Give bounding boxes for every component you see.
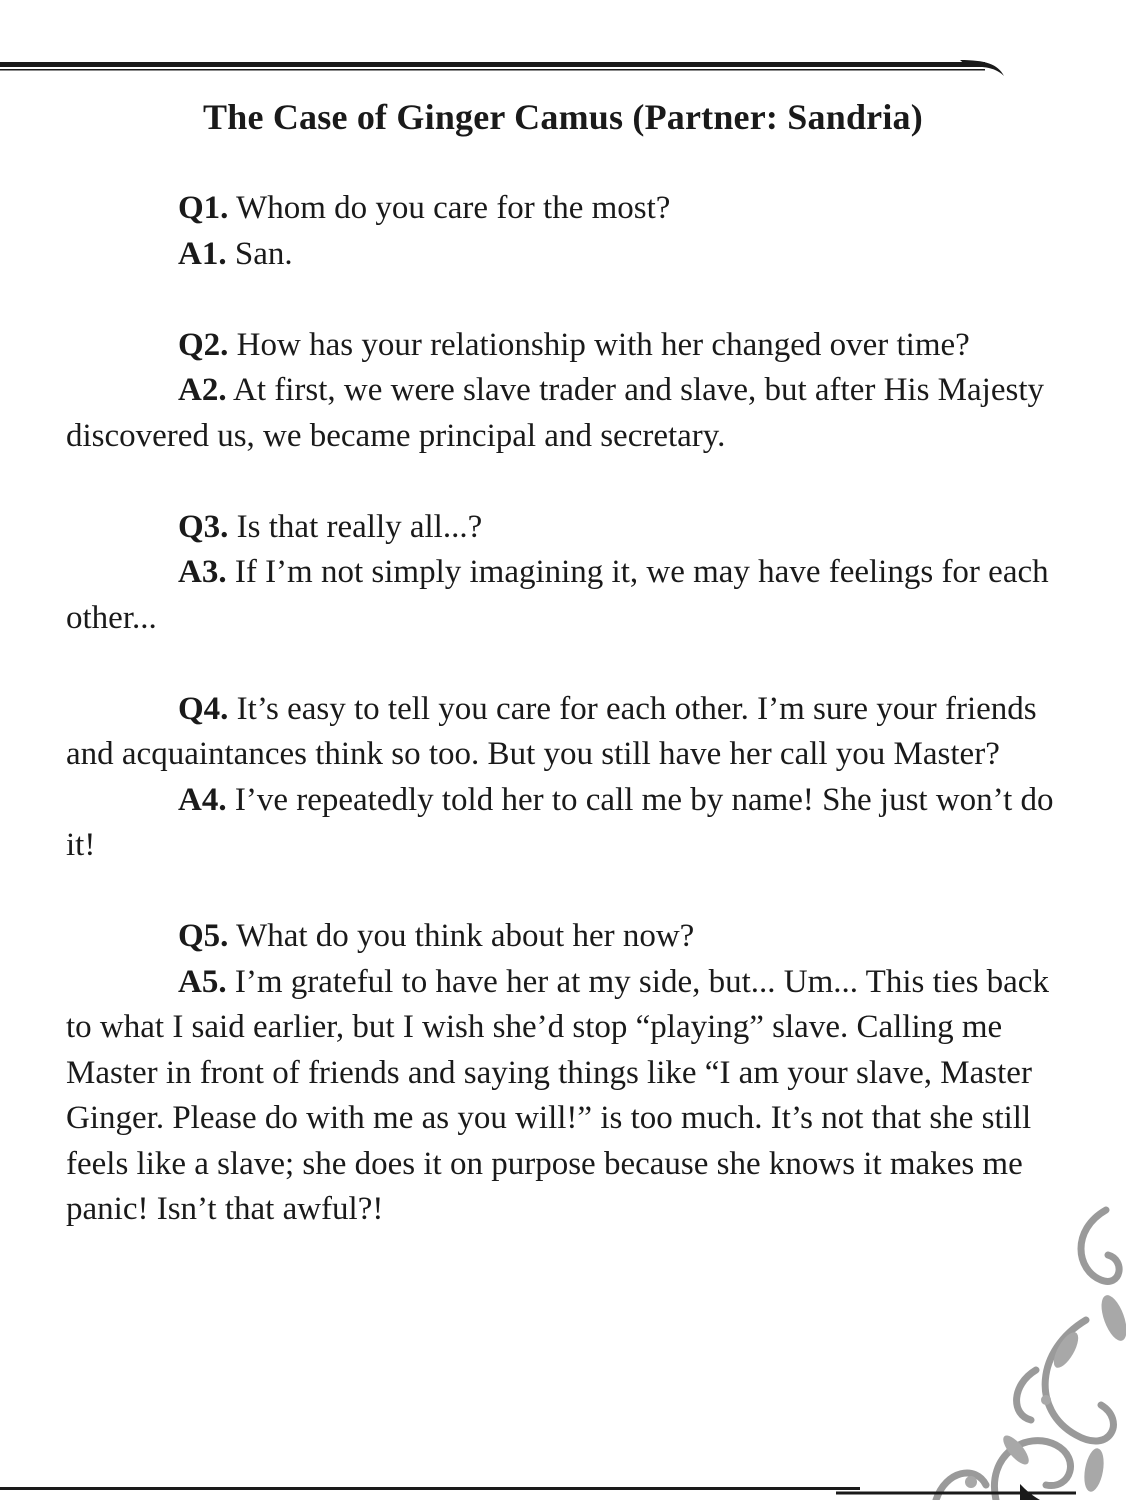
question-label: Q2. <box>178 326 229 363</box>
qa-block-5 <box>66 914 1066 1233</box>
answer-label: A5. <box>178 963 227 1000</box>
answer-label: A1. <box>178 235 227 272</box>
qa-block-1 <box>66 186 1066 277</box>
answer-text: I’m grateful to have her at my side, but... Um... This ties back to what I said earlier, but I wish she’d stop “playing” slave. Calling me Master in front of friends and saying things like “I am your slave, Master Ginger. Please do with me as you will!” is too much. It’s not that she still feels like a slave; she does it on purpose because she knows it makes me panic! Isn’t that awful?! <box>66 963 1049 1227</box>
answer-label: A4. <box>178 781 227 818</box>
question-text: Whom do you care for the most? <box>228 190 671 226</box>
question-3 <box>66 505 1066 551</box>
question-label: Q1. <box>178 190 229 226</box>
qa-block-2 <box>66 323 1066 460</box>
question-label: Q5. <box>178 918 229 954</box>
question-label: Q3. <box>178 508 229 545</box>
answer-text: San. <box>226 235 293 272</box>
answer-1 <box>66 232 1066 278</box>
answer-3 <box>66 550 1066 641</box>
question-4 <box>66 687 1066 778</box>
question-text: It’s easy to tell you care for each other. I’m sure your friends and acquaintances think so too. But you still have her call you Master? <box>66 690 1037 772</box>
question-text: How has your relationship with her changed over time? <box>228 326 970 363</box>
question-1 <box>66 186 1066 232</box>
answer-4 <box>66 778 1066 869</box>
question-label: Q4. <box>178 690 229 727</box>
answer-text: At first, we were slave trader and slave, but after His Majesty discovered us, we became principal and secretary. <box>66 372 1044 454</box>
qa-block-4 <box>66 687 1066 869</box>
page-title: The Case of Ginger Camus (Partner: Sandria) <box>203 97 923 137</box>
question-text: Is that really all...? <box>228 508 483 545</box>
question-2 <box>66 323 1066 369</box>
answer-2 <box>66 368 1066 459</box>
answer-label: A3. <box>178 554 227 590</box>
answer-5 <box>66 960 1066 1233</box>
floral-corner-ornament <box>836 1200 1126 1500</box>
top-decorative-rule <box>0 58 1010 80</box>
bottom-decorative-rule <box>0 1484 1040 1500</box>
question-5 <box>66 914 1066 960</box>
question-text: What do you think about her now? <box>228 918 695 954</box>
answer-text: I’ve repeatedly told her to call me by name! She just won’t do it! <box>66 781 1054 863</box>
answer-text: If I’m not simply imagining it, we may have feelings for each other... <box>66 554 1049 636</box>
answer-label: A2. <box>178 372 227 408</box>
interview-content <box>66 186 1066 1278</box>
qa-block-3 <box>66 505 1066 642</box>
